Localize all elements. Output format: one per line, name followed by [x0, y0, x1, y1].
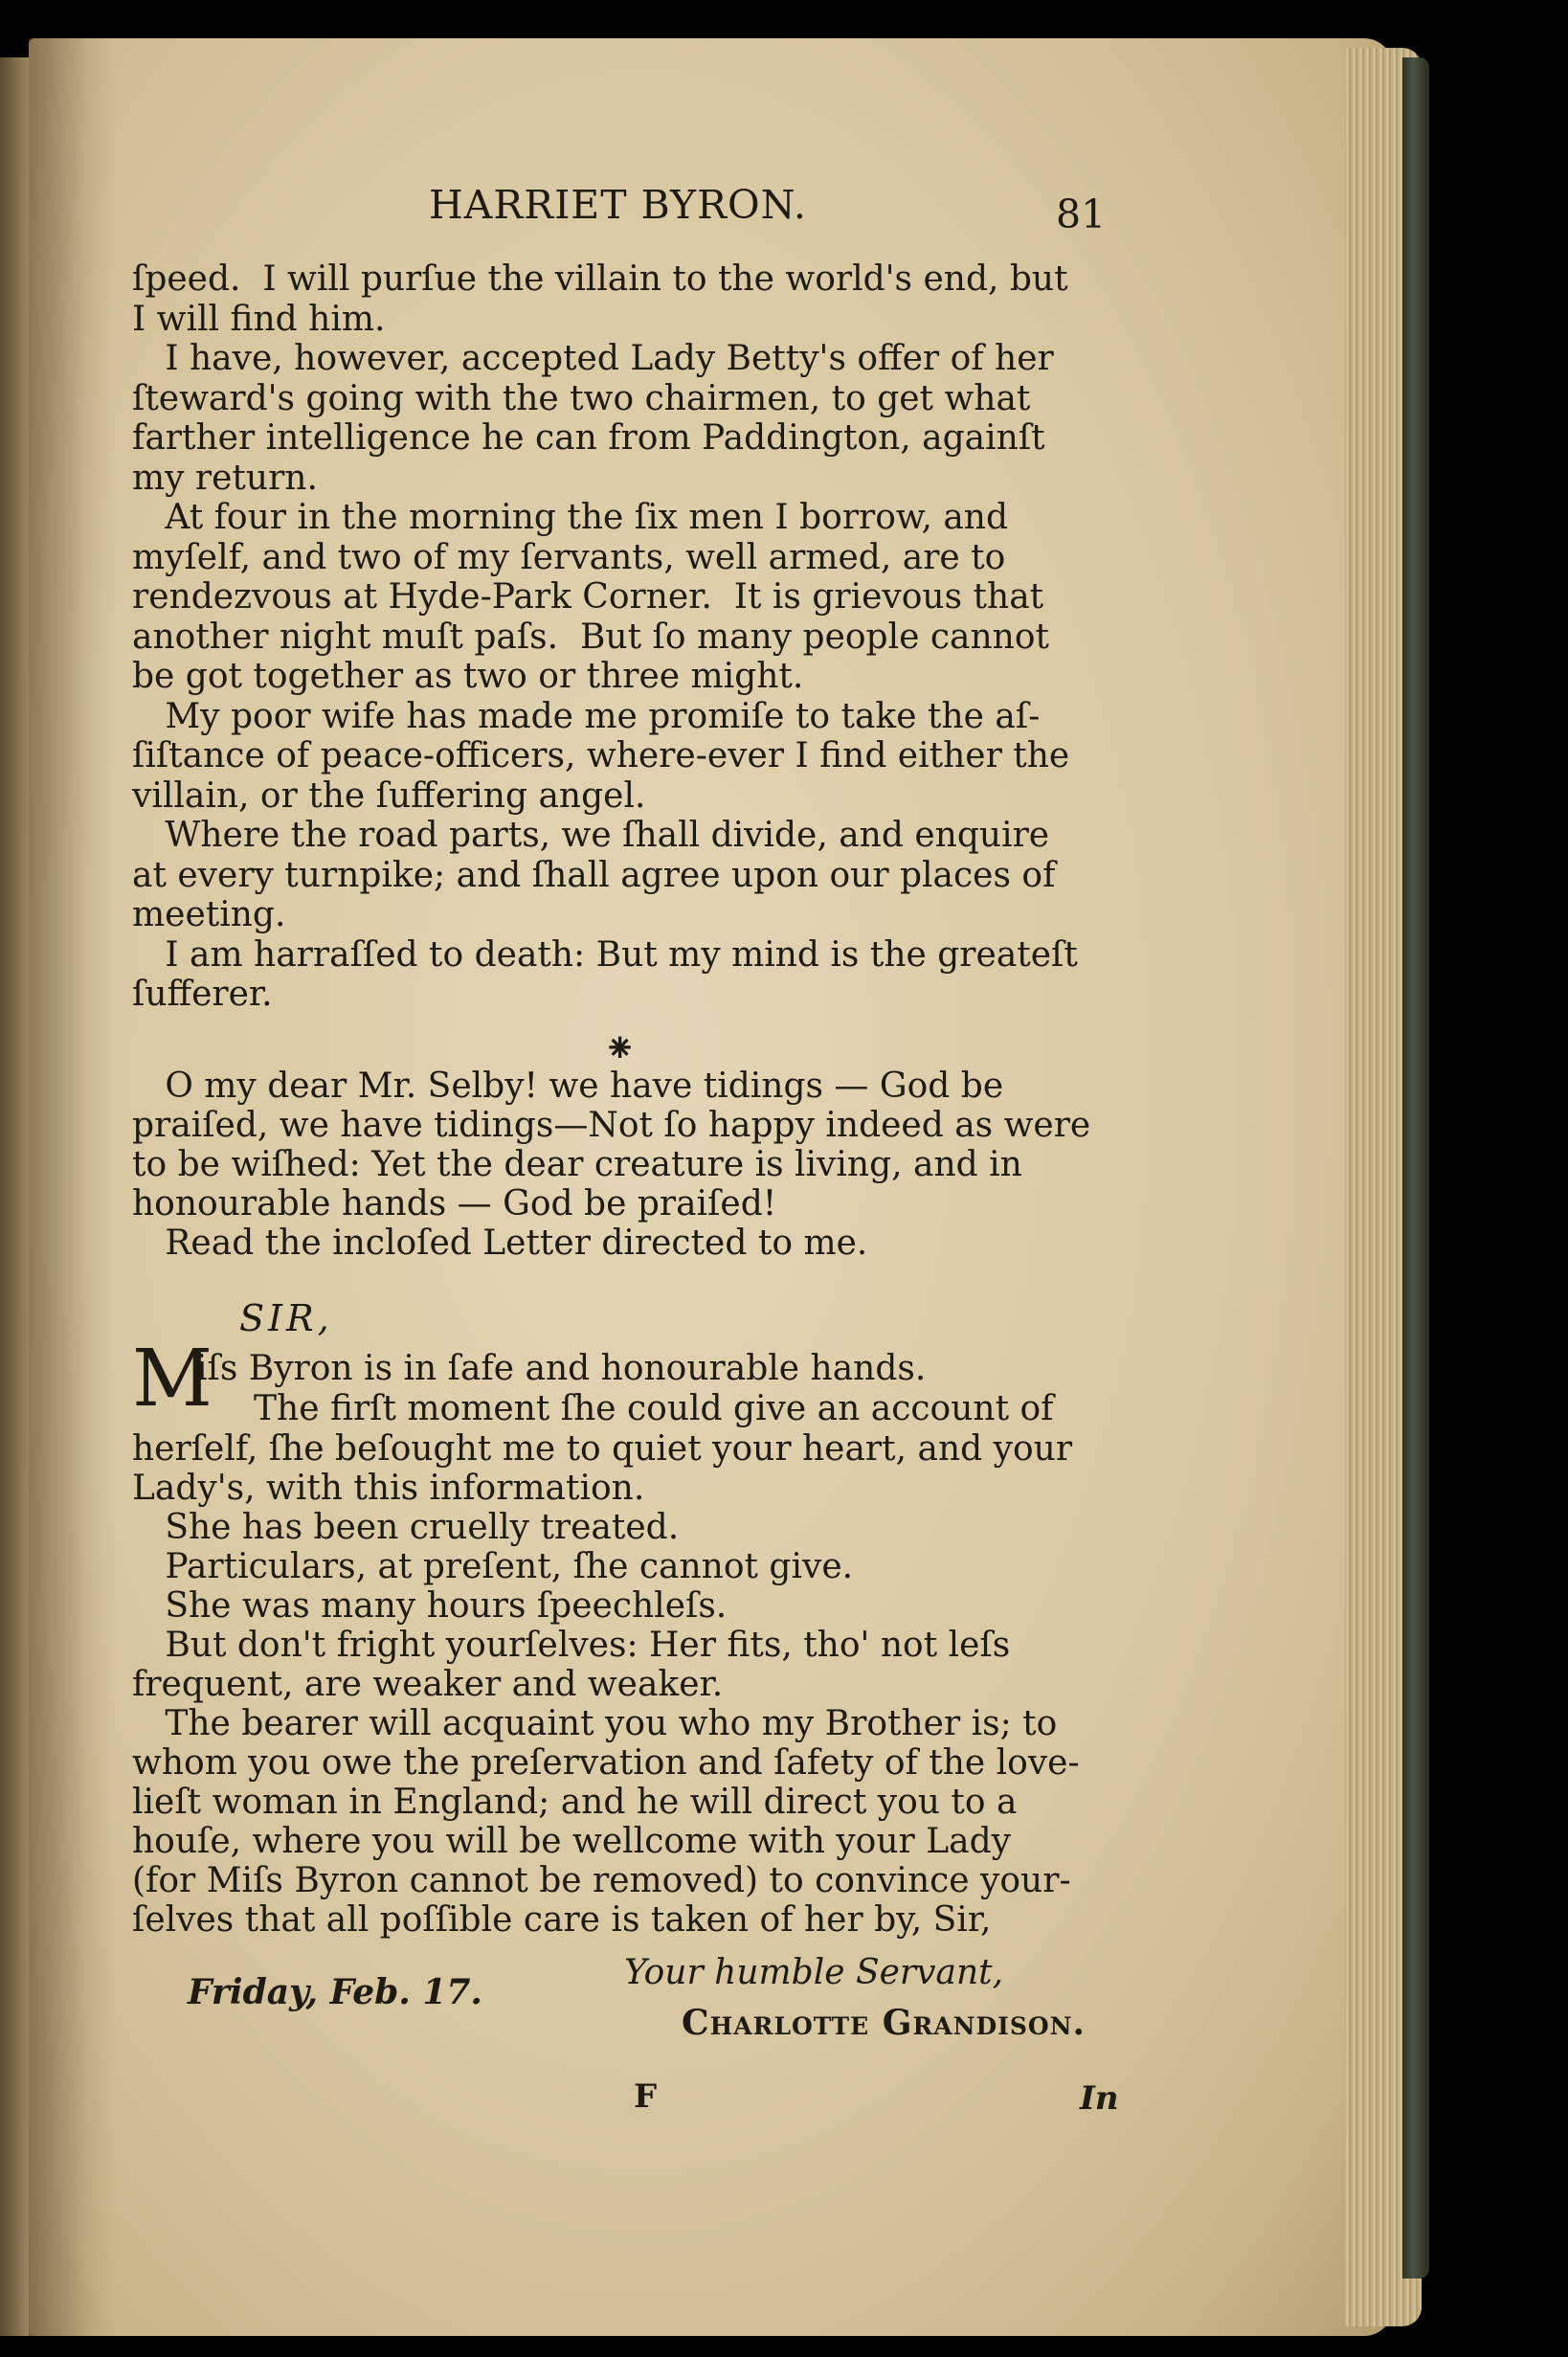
text-line: Read the incloſed Letter directed to me. — [132, 1223, 868, 1263]
text-line: at every turnpike; and ſhall agree upon our places of — [132, 855, 1056, 895]
asterism-divider: ⁕ — [603, 1024, 638, 1071]
text-line: Lady's, with this information. — [132, 1469, 645, 1508]
text-line: whom you owe the preſervation and ſafety of the love- — [132, 1743, 1080, 1783]
text-line: myſelf, and two of my ſervants, well armed, are to — [132, 537, 1006, 577]
text-line: to be wiſhed: Yet the dear creature is living, and in — [132, 1145, 1022, 1184]
text-line: lieſt woman in England; and he will direct you to a — [132, 1783, 1018, 1822]
text-line: meeting. — [132, 895, 286, 934]
letter-line: The firſt moment ſhe could give an account of — [254, 1389, 1054, 1428]
text-line: But don't fright yourſelves: Her fits, tho' not leſs — [132, 1626, 1011, 1665]
drop-cap: M — [132, 1334, 213, 1425]
letter-closing: Your humble Servant, — [624, 1953, 1004, 1992]
text-line: I will find him. — [132, 299, 386, 339]
running-head: HARRIET BYRON. — [429, 182, 807, 228]
text-line: frequent, are weaker and weaker. — [132, 1665, 724, 1704]
text-line: ſelves that all poſſible care is taken of her by, Sir, — [132, 1900, 992, 1940]
text-line: She was many hours ſpeechleſs. — [132, 1586, 728, 1626]
text-line: Particulars, at preſent, ſhe cannot give. — [132, 1547, 854, 1586]
gutter-shadow — [29, 38, 115, 2336]
text-line: houſe, where you will be wellcome with your Lady — [132, 1822, 1011, 1861]
text-line: ſufferer. — [132, 975, 273, 1014]
text-line: I have, however, accepted Lady Betty's offer of her — [132, 339, 1054, 378]
text-line: (for Miſs Byron cannot be removed) to convince your- — [132, 1861, 1071, 1900]
text-line: ſiſtance of peace-officers, where-ever I find either the — [132, 736, 1070, 775]
text-line: ſteward's going with the two chairmen, to get what — [132, 378, 1031, 418]
text-line: At four in the morning the ſix men I borrow, and — [132, 498, 1009, 537]
text-line: My poor wife has made me promiſe to take the aſ- — [132, 696, 1041, 736]
text-line: herſelf, ſhe beſought me to quiet your heart, and your — [132, 1429, 1073, 1469]
page-number: 81 — [1056, 191, 1107, 237]
text-line: rendezvous at Hyde-Park Corner. It is grievous that — [132, 577, 1044, 617]
text-line: praiſed, we have tidings—Not ſo happy indeed as were — [132, 1106, 1091, 1145]
text-line: Where the road parts, we ſhall divide, and enquire — [132, 816, 1050, 855]
letter-date: Friday, Feb. 17. — [188, 1972, 482, 2012]
text-line: be got together as two or three might. — [132, 657, 804, 696]
letter-salutation: SIR, — [239, 1297, 333, 1339]
signature-mark: F — [634, 2077, 658, 2116]
text-line: ſpeed. I will purſue the villain to the world's end, but — [132, 259, 1068, 299]
text-line: She has been cruelly treated. — [132, 1508, 680, 1547]
book-binding — [1402, 57, 1429, 2278]
text-line: farther intelligence he can from Paddington, againſt — [132, 418, 1045, 458]
text-line: my return. — [132, 458, 318, 498]
text-line: honourable hands — God be praiſed! — [132, 1184, 777, 1223]
letter-line: iſs Byron is in ſafe and honourable hands. — [196, 1349, 927, 1388]
text-line: O my dear Mr. Selby! we have tidings — God be — [132, 1066, 1004, 1106]
text-line: villain, or the ſuffering angel. — [132, 775, 646, 816]
text-line: I am harraſſed to death: But my mind is the greateſt — [132, 934, 1078, 975]
catchword: In — [1080, 2079, 1119, 2118]
letter-signature: Charlotte Grandison. — [682, 2003, 1086, 2043]
text-line: The bearer will acquaint you who my Brother is; to — [132, 1704, 1058, 1743]
text-line: another night muſt paſs. But ſo many people cannot — [132, 617, 1049, 657]
